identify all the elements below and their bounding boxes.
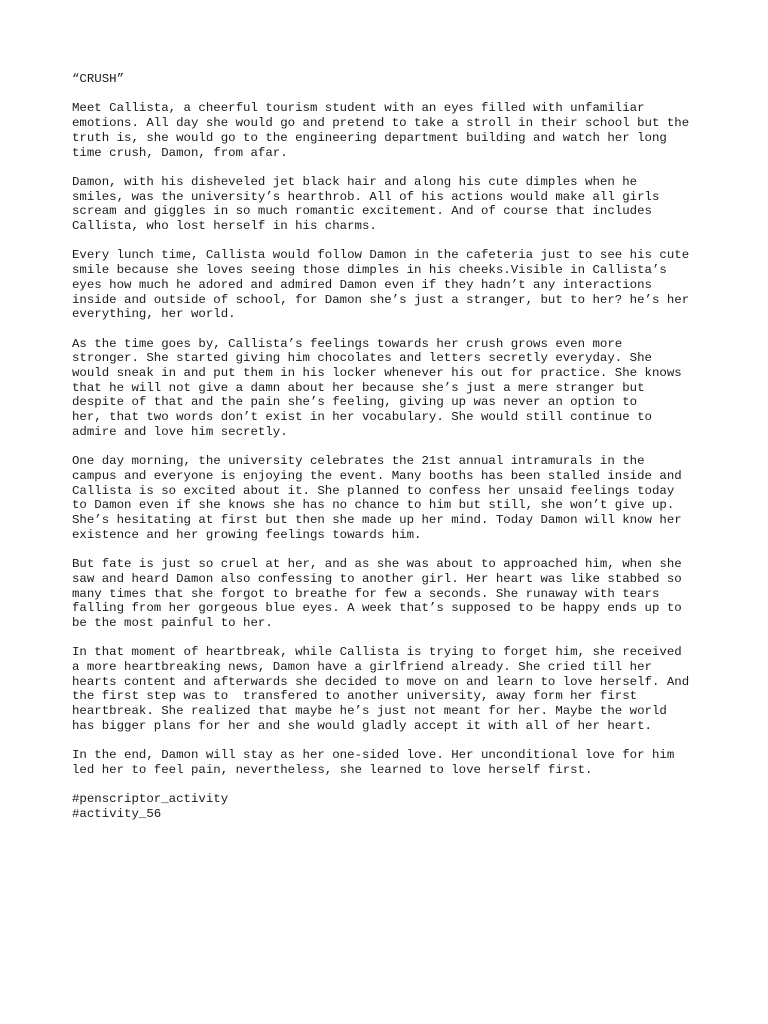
paragraph-3	[72, 248, 712, 322]
paragraph-2	[72, 175, 712, 234]
document-body	[72, 72, 712, 836]
text-line: be the most painful to her.	[72, 615, 273, 630]
text-line: In the end, Damon will stay as her one-sided love. Her unconditional love for him	[72, 748, 675, 763]
text-line: to Damon even if she knows she has no chance to him but still, she won’t give up.	[72, 498, 675, 513]
text-line: Every lunch time, Callista would follow Damon in the cafeteria just to see his cute	[72, 248, 690, 263]
hashtag: #penscriptor_activity	[72, 792, 229, 807]
text-line: smile because she loves seeing those dimples in his cheeks.Visible in Callista’s	[72, 263, 667, 278]
text-line: truth is, she would go to the engineering department building and watch her long	[72, 130, 667, 145]
paragraph-1	[72, 101, 712, 160]
text-line: that he will not give a damn about her because she’s just a mere stranger but	[72, 380, 645, 395]
text-line: In that moment of heartbreak, while Callista is trying to forget him, she received	[72, 645, 682, 660]
hashtag-list	[72, 792, 712, 821]
text-line: would sneak in and put them in his locker whenever his out for practice. She knows	[72, 366, 682, 380]
text-line: hearts content and afterwards she decided to move on and learn to love herself. And	[72, 674, 690, 689]
paragraph-5	[72, 454, 712, 542]
text-line: led her to feel pain, nevertheless, she learned to love herself first.	[72, 762, 593, 777]
text-line: She’s hesitating at first but then she made up her mind. Today Damon will know her	[72, 513, 682, 528]
text-line: inside and outside of school, for Damon she’s just a stranger, but to her? he’s her	[72, 292, 690, 307]
text-line: many times that she forgot to breathe for few a seconds. She runaway with tears	[72, 586, 660, 601]
hashtag: #activity_56	[72, 807, 162, 822]
text-line: emotions. All day she would go and pretend to take a stroll in their school but the	[72, 116, 690, 131]
text-line: scream and giggles in so much romantic excitement. And of course that includes	[72, 204, 652, 219]
document-title: “CRUSH”	[72, 72, 125, 86]
text-line: heartbreak. She realized that maybe he’s just not meant for her. Maybe the world	[72, 704, 667, 719]
text-line: Meet Callista, a cheerful tourism student with an eyes filled with unfamiliar	[72, 101, 645, 116]
text-line: admire and love him secretly.	[72, 424, 288, 439]
text-line: despite of that and the pain she’s feeling, giving up was never an option to	[72, 395, 638, 410]
text-line: But fate is just so cruel at her, and as she was about to approached him, when she	[72, 557, 682, 572]
text-line: has bigger plans for her and she would gladly accept it with all of her heart.	[72, 718, 652, 733]
text-line: As the time goes by, Callista’s feelings towards her crush grows even more	[72, 336, 623, 351]
paragraph-4	[72, 337, 712, 440]
text-line: falling from her gorgeous blue eyes. A week that’s supposed to be happy ends up to	[72, 601, 682, 616]
text-line: saw and heard Damon also confessing to another girl. Her heart was like stabbed so	[72, 571, 682, 586]
text-line: One day morning, the university celebrates the 21st annual intramurals in the	[72, 454, 645, 469]
text-line: her, that two words don’t exist in her vocabulary. She would still continue to	[72, 410, 652, 425]
text-line: time crush, Damon, from afar.	[72, 145, 288, 160]
text-line: smiles, was the university’s hearthrob. All of his actions would make all girls	[72, 189, 660, 204]
paragraph-7	[72, 645, 712, 733]
text-line: Callista is so excited about it. She planned to confess her unsaid feelings today	[72, 483, 675, 498]
text-line: everything, her world.	[72, 307, 236, 322]
paragraph-8	[72, 748, 712, 777]
text-line: Damon, with his disheveled jet black hair and along his cute dimples when he	[72, 174, 638, 189]
text-line: existence and her growing feelings towards him.	[72, 527, 422, 542]
text-line: the first step was to transfered to another university, away form her first	[72, 689, 638, 704]
text-line: campus and everyone is enjoying the event. Many booths has been stalled inside and	[72, 468, 682, 483]
text-line: a more heartbreaking news, Damon have a girlfriend already. She cried till her	[72, 660, 652, 675]
paragraph-6	[72, 557, 712, 631]
text-line: stronger. She started giving him chocolates and letters secretly everyday. She	[72, 351, 652, 366]
text-line: eyes how much he adored and admired Damon even if they hadn’t any interactions	[72, 277, 652, 292]
text-line: Callista, who lost herself in his charms.	[72, 219, 377, 233]
